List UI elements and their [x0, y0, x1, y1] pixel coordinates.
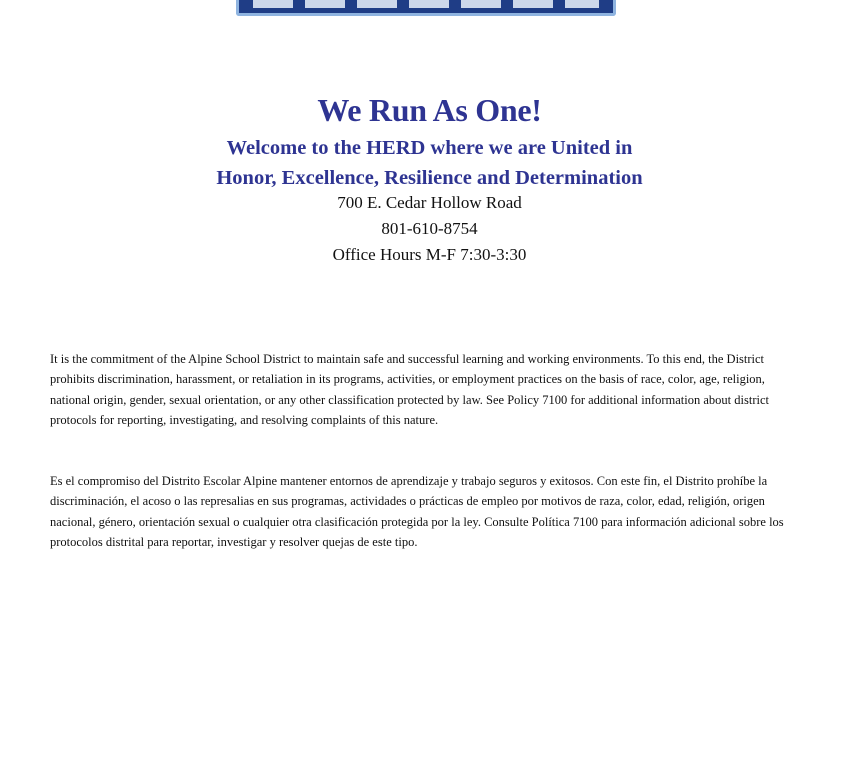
school-logo-banner	[236, 0, 616, 16]
nondiscrimination-notice-spanish: Es el compromiso del Distrito Escolar Alpine mantener entornos de aprendizaje y trabajo seguros y exitosos. Con este fin, el Distrito prohíbe la discriminación, el acoso o las represalias en sus programas, actividades o prácticas de empleo por motivos de raza, color, edad, religión, origen nacional, género, orientación sexual o cualquier otra clasificación protegida por la ley. Consulte Política 7100 para información adicional sobre los protocolos distrital para reportar, investigar y resolver quejas de este tipo.	[50, 474, 784, 550]
welcome-line-1: Welcome to the HERD where we are United in	[226, 137, 633, 159]
school-motto: We Run As One!	[317, 92, 542, 128]
school-address: 700 E. Cedar Hollow Road	[337, 193, 522, 212]
nondiscrimination-notice-english: It is the commitment of the Alpine School District to maintain safe and successful learning and working environments. To this end, the District prohibits discrimination, harassment, or retaliation in its programs, activities, or employment practices on the basis of race, color, age, religion, national origin, gender, sexual orientation, or any other classification protected by law. See Policy 7100 for additional information about district protocols for reporting, investigating, and resolving complaints of this nature.	[50, 352, 769, 428]
welcome-line-2: Honor, Excellence, Resilience and Determination	[216, 167, 643, 189]
school-phone: 801-610-8754	[381, 219, 478, 238]
school-header	[0, 88, 859, 268]
office-hours: Office Hours M-F 7:30-3:30	[332, 245, 527, 264]
